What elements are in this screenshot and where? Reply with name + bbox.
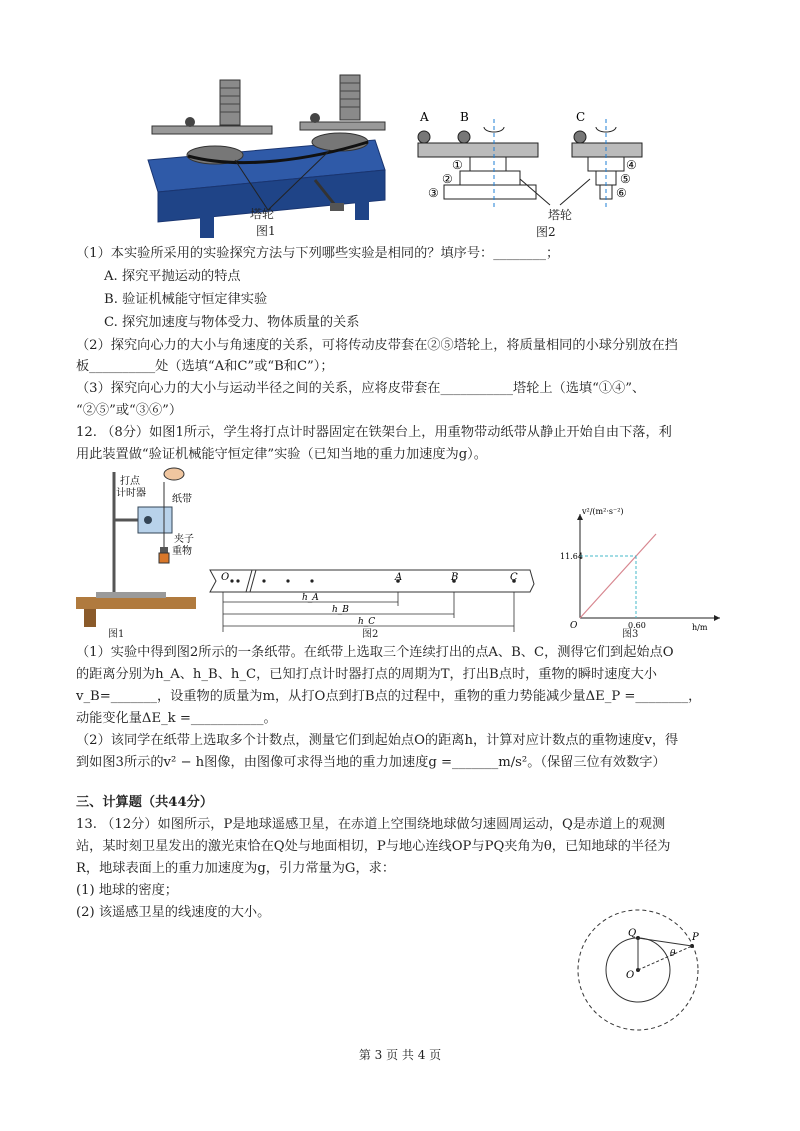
q13-sub1: (1) 地球的密度； — [76, 883, 178, 898]
v2-h-graph — [560, 506, 730, 636]
graph-y-tick: 11.64 — [560, 552, 583, 561]
q11-part3-line1: （3）探究向心力的大小与运动半径之间的关系，应将皮带套在___________塔轮上（选填“①④”、 — [76, 381, 646, 396]
graph-x-label: h/m — [692, 623, 708, 632]
point-o-label: O — [626, 970, 635, 981]
q13-stem-line3: R，地球表面上的重力加速度为g，引力常量为G，求： — [76, 861, 396, 876]
tape-distance-label: h_B — [332, 605, 349, 615]
timer-stand-figure — [76, 462, 206, 632]
timer-label: 计时器 — [116, 488, 146, 499]
q12-stem-line1: 12. （8分）如图1所示，学生将打点计时器固定在铁架台上，用重物带动纸带从静止开始自由下落，利 — [76, 425, 672, 440]
q11-part1: （1）本实验所采用的实验探究方法与下列哪些实验是相同的？填序号：________； — [76, 246, 560, 261]
q12-part1-line4: 动能变化量ΔE_k =___________。 — [76, 711, 277, 726]
q12-stem-line2: 用此装置做“验证机械能守恒定律”实验（已知当地的重力加速度为g）。 — [76, 447, 487, 462]
graph-y-label: v²/(m²·s⁻²) — [582, 507, 624, 516]
fig1-caption: 图1 — [256, 224, 276, 238]
point-p-label: P — [692, 932, 699, 943]
timer-label: 打点 — [120, 476, 140, 487]
q12-part2-line2: 到如图3所示的v² − h图像，由图像可求得当地的重力加速度g =_______m/s²。（保留三位有效数字） — [76, 755, 666, 770]
graph-origin: O — [570, 621, 578, 631]
ball-label: A — [420, 110, 429, 124]
tape-point-label: C — [510, 572, 518, 583]
q11-part2-line1: （2）探究向心力的大小与角速度的关系，可将传动皮带套在②⑤塔轮上，将质量相同的小球分别放在挡 — [76, 338, 678, 353]
q11-option-b: B. 验证机械能守恒定律实验 — [104, 292, 268, 307]
tape-distance-label: h_A — [302, 593, 319, 603]
q11-part2-line2: 板__________处（选填“A和C”或“B和C”）； — [76, 359, 334, 374]
weight-label: 重物 — [172, 546, 192, 557]
q13-stem-line1: 13. （12分）如图所示，P是地球遥感卫星，在赤道上空围绕地球做匀速圆周运动，Q是赤道上的观测 — [76, 817, 666, 832]
wheel-number: ④ — [626, 158, 637, 172]
tape-point-label: O — [221, 572, 230, 583]
q12-fig1-caption: 图1 — [108, 629, 125, 640]
wheel-number: ③ — [428, 186, 439, 200]
q11-option-a: A. 探究平抛运动的特点 — [104, 269, 241, 284]
q12-part1-line1: （1）实验中得到图2所示的一条纸带。在纸带上选取三个连续打出的点A、B、C，测得它们到起始点O — [76, 645, 674, 660]
tape-label: 纸带 — [172, 494, 192, 505]
tape-point-label: B — [451, 572, 459, 583]
q12-part1-line3: v_B=_______，设重物的质量为m，从打O点到打B点的过程中，重物的重力势能减少量ΔE_P =________， — [76, 689, 702, 704]
q12-part1-line2: 的距离分别为h_A、h_B、h_C，已知打点计时器打点的周期为T，打出B点时，重物的瞬时速度大小 — [76, 667, 657, 682]
wheel-number: ① — [452, 158, 463, 172]
section-heading: 三、计算题（共44分） — [76, 795, 214, 810]
fig1-pulley-label: 塔轮 — [250, 207, 275, 221]
q13-sub2: (2) 该遥感卫星的线速度的大小。 — [76, 905, 271, 920]
paper-tape-figure — [206, 562, 536, 634]
angle-theta-label: θ — [670, 949, 676, 959]
point-q-label: Q — [628, 928, 637, 939]
clip-label: 夹子 — [174, 534, 194, 545]
tape-distance-label: h_C — [358, 617, 376, 627]
q11-part3-line2: “②⑤”或“③⑥”） — [76, 403, 183, 418]
graph-x-tick: 0.60 — [628, 621, 646, 630]
fig2-pulley-label: 塔轮 — [548, 208, 573, 222]
wheel-number: ⑥ — [616, 186, 627, 200]
q12-part2-line1: （2）该同学在纸带上选取多个计数点，测量它们到起始点O的距离h，计算对应计数点的重物速度v，得 — [76, 733, 679, 748]
q12-fig3-caption: 图3 — [622, 629, 639, 640]
fig2-caption: 图2 — [536, 225, 556, 239]
tape-point-label: A — [395, 572, 403, 583]
q12-fig2-caption: 图2 — [362, 629, 379, 640]
q13-stem-line2: 站，某时刻卫星发出的激光束恰在Q处与地面相切，P与地心连线OP与PQ夹角为θ，已知地球的半径为 — [76, 839, 671, 854]
pulley-schematic-figure — [410, 105, 650, 215]
ball-label: C — [576, 110, 586, 124]
wheel-number: ⑤ — [620, 172, 631, 186]
q11-option-c: C. 探究加速度与物体受力、物体质量的关系 — [104, 315, 360, 330]
wheel-number: ② — [442, 172, 453, 186]
earth-satellite-figure — [566, 908, 716, 1036]
ball-label: B — [460, 110, 469, 124]
page-footer: 第 3 页 共 4 页 — [358, 1048, 442, 1062]
